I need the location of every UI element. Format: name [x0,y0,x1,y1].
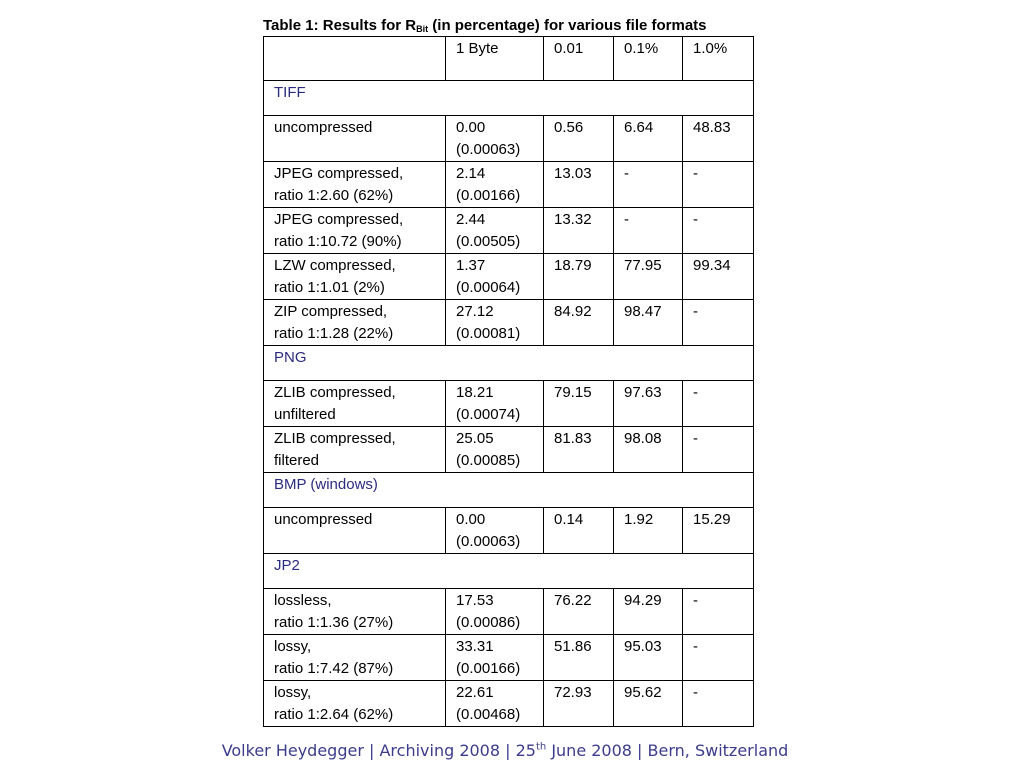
value-0.1pct: 94.29 [614,589,683,635]
row-label: uncompressed [264,116,446,162]
column-header: 1.0% [683,37,754,81]
group-heading: JP2 [264,554,754,589]
byte-value: 2.14 (0.00166) [446,162,544,208]
value-1.0pct: - [683,589,754,635]
table-caption: Table 1: Results for $R_{Bit}$ (in percentage) for various file formats [263,17,707,34]
group-heading: TIFF [264,81,754,116]
value-1.0pct: 48.83 [683,116,754,162]
value-0.1pct: 98.08 [614,427,683,473]
group-heading: PNG [264,346,754,381]
group-row [264,81,754,116]
byte-value: 0.00 (0.00063) [446,508,544,554]
value-0.01: 84.92 [544,300,614,346]
value-0.01: 79.15 [544,381,614,427]
value-0.01: 76.22 [544,589,614,635]
r-bit-symbol: $R_{Bit}$ [405,17,429,34]
value-0.1pct: 95.62 [614,681,683,727]
value-0.01: 13.03 [544,162,614,208]
table-row [264,635,754,681]
byte-value: 33.31 (0.00166) [446,635,544,681]
table-row [264,116,754,162]
byte-value: 17.53 (0.00086) [446,589,544,635]
group-row [264,554,754,589]
byte-value: 22.61 (0.00468) [446,681,544,727]
byte-value: 25.05 (0.00085) [446,427,544,473]
byte-value: 1.37 (0.00064) [446,254,544,300]
row-label: LZW compressed, ratio 1:1.01 (2%) [264,254,446,300]
table-row [264,681,754,727]
value-1.0pct: 15.29 [683,508,754,554]
row-label: JPEG compressed, ratio 1:10.72 (90%) [264,208,446,254]
value-0.1pct: 77.95 [614,254,683,300]
value-0.1pct: - [614,162,683,208]
value-0.01: 0.14 [544,508,614,554]
column-header: 0.01 [544,37,614,81]
row-label: lossy, ratio 1:7.42 (87%) [264,635,446,681]
value-0.01: 72.93 [544,681,614,727]
row-label: ZLIB compressed, filtered [264,427,446,473]
byte-value: 18.21 (0.00074) [446,381,544,427]
table-row [264,254,754,300]
value-1.0pct: - [683,162,754,208]
row-label: ZLIB compressed, unfiltered [264,381,446,427]
value-0.01: 18.79 [544,254,614,300]
value-0.01: 13.32 [544,208,614,254]
row-label: lossy, ratio 1:2.64 (62%) [264,681,446,727]
value-0.01: 81.83 [544,427,614,473]
value-1.0pct: 99.34 [683,254,754,300]
table-row [264,300,754,346]
value-1.0pct: - [683,300,754,346]
value-0.1pct: 98.47 [614,300,683,346]
header-row [264,37,754,81]
value-1.0pct: - [683,427,754,473]
row-label: lossless, ratio 1:1.36 (27%) [264,589,446,635]
table-row [264,427,754,473]
value-0.01: 51.86 [544,635,614,681]
byte-value: 0.00 (0.00063) [446,116,544,162]
value-1.0pct: - [683,208,754,254]
table-row [264,381,754,427]
results-table [263,36,754,727]
value-0.1pct: 1.92 [614,508,683,554]
row-label: ZIP compressed, ratio 1:1.28 (22%) [264,300,446,346]
table-row [264,508,754,554]
value-0.01: 0.56 [544,116,614,162]
column-header: 0.1% [614,37,683,81]
value-0.1pct: 97.63 [614,381,683,427]
value-0.1pct: - [614,208,683,254]
table-row [264,208,754,254]
value-1.0pct: - [683,635,754,681]
row-label: JPEG compressed, ratio 1:2.60 (62%) [264,162,446,208]
table-row [264,162,754,208]
byte-value: 2.44 (0.00505) [446,208,544,254]
column-header [264,37,446,81]
value-1.0pct: - [683,381,754,427]
group-row [264,346,754,381]
table-row [264,589,754,635]
value-1.0pct: - [683,681,754,727]
value-0.1pct: 6.64 [614,116,683,162]
group-row [264,473,754,508]
byte-value: 27.12 (0.00081) [446,300,544,346]
footer: Volker Heydegger | Archiving 2008 | 25th June 2008 | Bern, Switzerland [221,741,789,760]
column-header: 1 Byte [446,37,544,81]
group-heading: BMP (windows) [264,473,754,508]
row-label: uncompressed [264,508,446,554]
value-0.1pct: 95.03 [614,635,683,681]
